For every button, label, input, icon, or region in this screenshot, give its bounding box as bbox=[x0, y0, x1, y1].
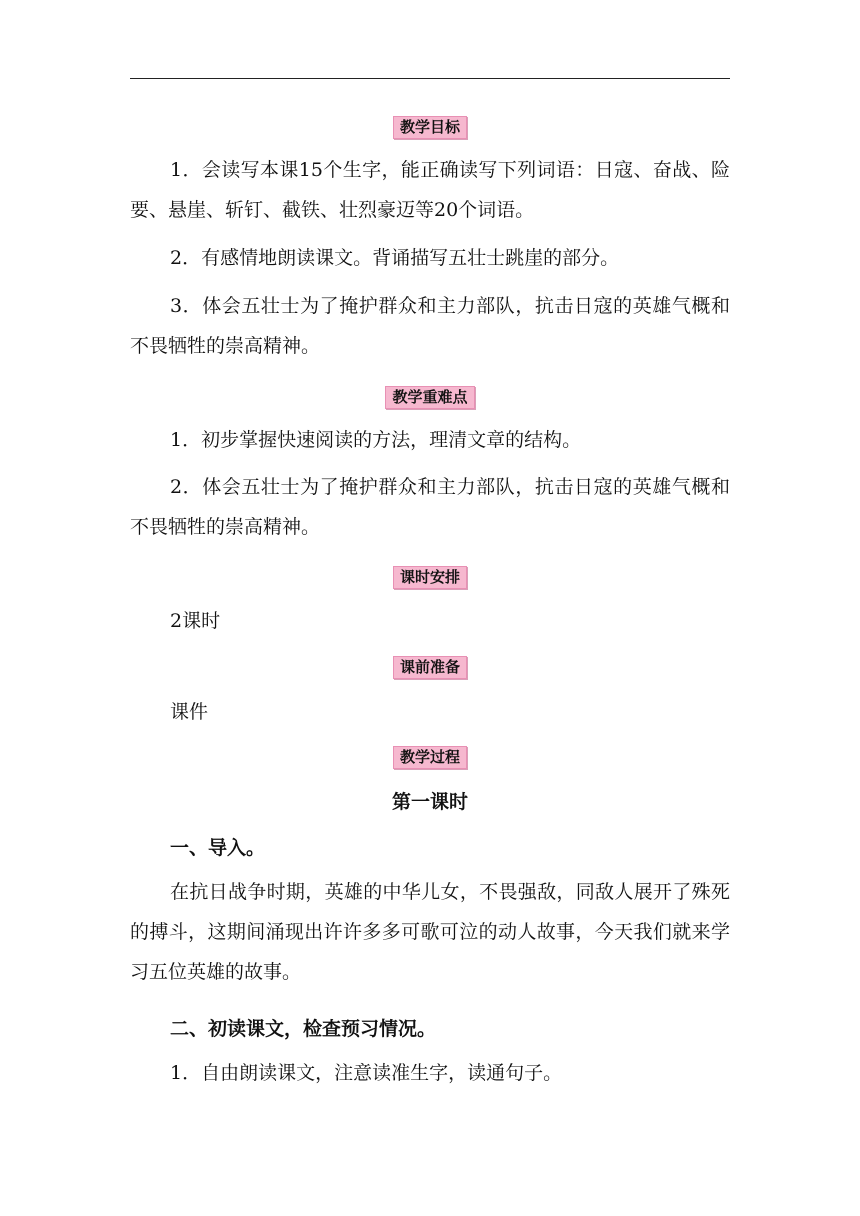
lesson-title: 第一课时 bbox=[391, 791, 468, 813]
goal-item-2: 2．有感情地朗读课文。背诵描写五壮士跳崖的部分。 bbox=[170, 247, 620, 269]
goal-item-1: 1．会读写本课15个生字，能正确读写下列词语：日寇、奋战、险要、悬崖、斩钉、截铁、壮烈豪迈等20个词语。 bbox=[130, 159, 730, 221]
preparation-text: 课件 bbox=[170, 701, 209, 723]
section-intro-text: 在抗日战争时期，英雄的中华儿女，不畏强敌，同敌人展开了殊死的搏斗，这期间涌现出许许多多可歌可泣的动人故事，今天我们就来学习五位英雄的故事。 bbox=[130, 881, 730, 983]
heading-schedule: 课时安排 bbox=[130, 566, 730, 589]
heading-preparation: 课前准备 bbox=[130, 656, 730, 679]
key-point-1: 1．初步掌握快速阅读的方法，理清文章的结构。 bbox=[170, 429, 582, 451]
key-point-2: 2．体会五壮士为了掩护群众和主力部队，抗击日寇的英雄气概和不畏牺牲的崇高精神。 bbox=[130, 476, 730, 538]
section-read-title: 二、初读课文，检查预习情况。 bbox=[170, 1018, 437, 1040]
heading-goals: 教学目标 bbox=[130, 116, 730, 139]
heading-key-points: 教学重难点 bbox=[130, 386, 730, 409]
heading-process: 教学过程 bbox=[130, 746, 730, 769]
section-intro-title: 一、导入。 bbox=[170, 837, 266, 859]
section-read-item-1: 1．自由朗读课文，注意读准生字，读通句子。 bbox=[170, 1062, 563, 1084]
goal-item-3: 3．体会五壮士为了掩护群众和主力部队，抗击日寇的英雄气概和不畏牺牲的崇高精神。 bbox=[130, 295, 730, 357]
top-rule bbox=[130, 78, 730, 79]
schedule-text: 2课时 bbox=[170, 610, 221, 632]
